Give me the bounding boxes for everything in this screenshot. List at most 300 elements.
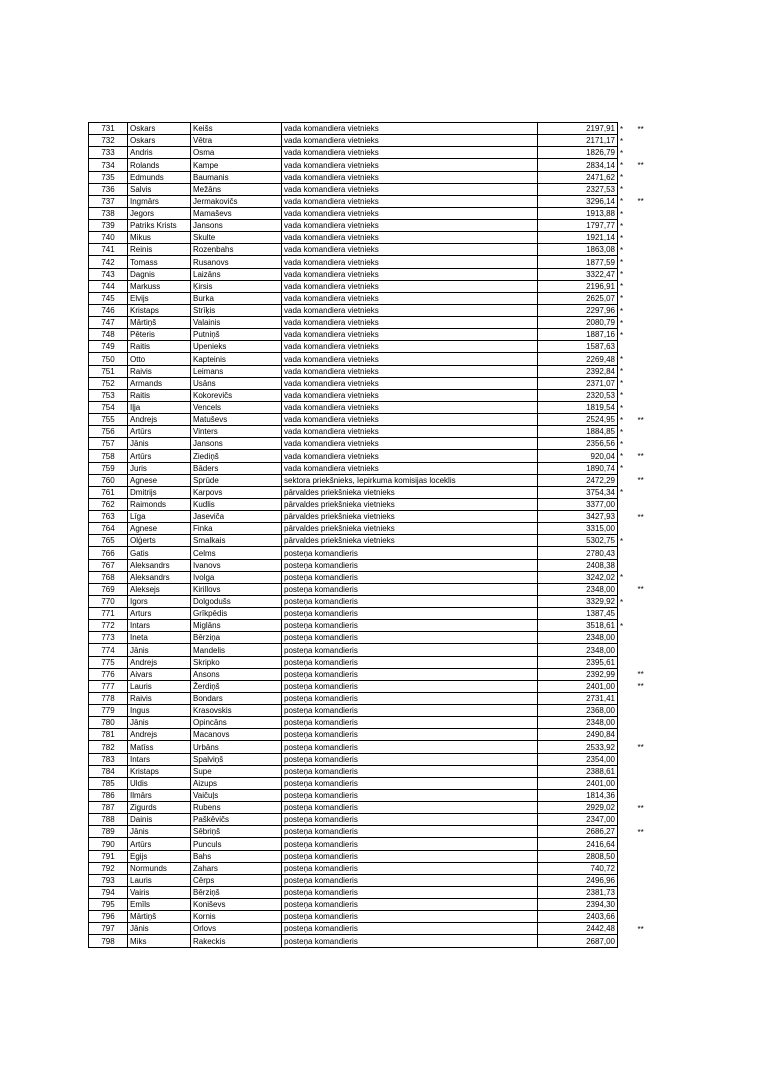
table-row [89, 280, 658, 292]
first-name-cell: Igors [128, 595, 191, 607]
amount-cell: 2354,00 [538, 753, 618, 765]
row-number-cell: 764 [89, 523, 128, 535]
double-marker-cell [636, 838, 658, 850]
first-name-cell: Andris [128, 147, 191, 159]
single-marker-cell: * [620, 161, 624, 170]
row-number-cell: 738 [89, 207, 128, 219]
last-name-cell: Žerdiņš [191, 680, 282, 692]
last-name-cell: Zahars [191, 862, 282, 874]
last-name-cell: Finka [191, 523, 282, 535]
table-row [89, 377, 658, 389]
double-marker-cell: ** [637, 827, 644, 837]
last-name-cell: Mamaševs [191, 207, 282, 219]
single-marker-cell [618, 729, 636, 741]
single-marker-cell: * [620, 148, 624, 158]
first-name-cell: Intars [128, 753, 191, 765]
position-cell: posteņa komandieris [282, 862, 538, 874]
position-cell: vada komandiera vietnieks [282, 244, 538, 256]
first-name-cell: Arturs [128, 608, 191, 620]
amount-cell: 2929,02 [538, 802, 618, 814]
position-cell: posteņa komandieris [282, 583, 538, 595]
first-name-cell: Andrejs [128, 729, 191, 741]
last-name-cell: Grīkpēdis [191, 608, 282, 620]
double-marker-cell [636, 644, 658, 656]
single-marker-cell: * [620, 536, 624, 546]
amount-cell: 3754,34 [538, 486, 618, 498]
double-marker-cell [636, 377, 658, 389]
row-number-cell: 797 [89, 923, 128, 935]
amount-cell: 1826,79 [538, 147, 618, 159]
row-number-cell: 772 [89, 620, 128, 632]
amount-cell: 2392,84 [538, 365, 618, 377]
table-row [89, 620, 658, 632]
row-number-cell: 795 [89, 899, 128, 911]
table-row [89, 911, 658, 923]
row-number-cell: 752 [89, 377, 128, 389]
table-row [89, 426, 658, 438]
double-marker-cell: ** [637, 682, 644, 692]
table-row [89, 438, 658, 450]
table-row [89, 899, 658, 911]
last-name-cell: Bāders [191, 462, 282, 474]
amount-cell: 2327,53 [538, 183, 618, 195]
table-row [89, 571, 658, 583]
double-marker-cell [636, 365, 658, 377]
last-name-cell: Mežāns [191, 183, 282, 195]
position-cell: vada komandiera vietnieks [282, 450, 538, 462]
last-name-cell: Bahs [191, 850, 282, 862]
single-marker-cell: * [620, 439, 624, 449]
last-name-cell: Baumanis [191, 171, 282, 183]
first-name-cell: Lauris [128, 680, 191, 692]
row-number-cell: 782 [89, 741, 128, 753]
single-marker-cell: * [620, 415, 624, 425]
single-marker-cell [618, 802, 636, 814]
first-name-cell: Mārtiņš [128, 911, 191, 923]
double-marker-cell [636, 777, 658, 789]
single-marker-cell: * [620, 403, 624, 413]
last-name-cell: Upenieks [191, 341, 282, 353]
first-name-cell: Patriks Krists [128, 220, 191, 232]
row-number-cell: 740 [89, 232, 128, 244]
table-row [89, 450, 658, 462]
amount-cell: 2524,95 [538, 414, 618, 426]
last-name-cell: Kudlis [191, 498, 282, 510]
amount-cell: 2356,56 [538, 438, 618, 450]
amount-cell: 2408,38 [538, 559, 618, 571]
table-row [89, 862, 658, 874]
first-name-cell: Pēteris [128, 329, 191, 341]
amount-cell: 2368,00 [538, 705, 618, 717]
double-marker-cell [636, 280, 658, 292]
last-name-cell: Sprūde [191, 474, 282, 486]
single-marker-cell [618, 523, 636, 535]
single-marker-cell: * [620, 136, 624, 146]
single-marker-cell [618, 474, 636, 486]
first-name-cell: Normunds [128, 862, 191, 874]
table-row [89, 389, 658, 401]
double-marker-cell [636, 438, 658, 450]
amount-cell: 1890,74 [538, 462, 618, 474]
single-marker-cell [618, 874, 636, 886]
position-cell: posteņa komandieris [282, 547, 538, 559]
last-name-cell: Keišs [191, 123, 282, 135]
table-row [89, 147, 658, 159]
last-name-cell: Jansons [191, 220, 282, 232]
amount-cell: 2834,14 [538, 159, 618, 171]
double-marker-cell [636, 401, 658, 413]
first-name-cell: Matīss [128, 741, 191, 753]
table-row [89, 256, 658, 268]
double-marker-cell [636, 874, 658, 886]
position-cell: posteņa komandieris [282, 656, 538, 668]
row-number-cell: 784 [89, 765, 128, 777]
position-cell: vada komandiera vietnieks [282, 123, 538, 135]
first-name-cell: Jānis [128, 644, 191, 656]
table-row [89, 329, 658, 341]
last-name-cell: Karpovs [191, 486, 282, 498]
double-marker-cell [636, 935, 658, 947]
double-marker-cell [636, 268, 658, 280]
table-row [89, 838, 658, 850]
single-marker-cell [618, 741, 636, 753]
first-name-cell: Emīls [128, 899, 191, 911]
double-marker-cell [636, 814, 658, 826]
single-marker-cell: * [620, 221, 624, 231]
double-marker-cell [636, 135, 658, 147]
first-name-cell: Artūrs [128, 426, 191, 438]
single-marker-cell: * [620, 124, 624, 134]
amount-cell: 2533,92 [538, 741, 618, 753]
single-marker-cell [618, 717, 636, 729]
table-row [89, 692, 658, 704]
double-marker-cell: ** [637, 197, 644, 207]
last-name-cell: Smalkais [191, 535, 282, 547]
position-cell: posteņa komandieris [282, 899, 538, 911]
single-marker-cell: * [620, 185, 624, 195]
row-number-cell: 778 [89, 692, 128, 704]
double-marker-cell [636, 498, 658, 510]
amount-cell: 1863,08 [538, 244, 618, 256]
first-name-cell: Vairis [128, 886, 191, 898]
double-marker-cell [636, 886, 658, 898]
position-cell: posteņa komandieris [282, 644, 538, 656]
position-cell: pārvaldes priekšnieka vietnieks [282, 535, 538, 547]
amount-cell: 740,72 [538, 862, 618, 874]
position-cell: vada komandiera vietnieks [282, 207, 538, 219]
position-cell: vada komandiera vietnieks [282, 195, 538, 207]
row-number-cell: 761 [89, 486, 128, 498]
first-name-cell: Raimonds [128, 498, 191, 510]
double-marker-cell [636, 535, 658, 547]
position-cell: vada komandiera vietnieks [282, 220, 538, 232]
first-name-cell: Reinis [128, 244, 191, 256]
last-name-cell: Urbāns [191, 741, 282, 753]
last-name-cell: Usāns [191, 377, 282, 389]
double-marker-cell: ** [637, 743, 644, 752]
double-marker-cell: ** [637, 452, 644, 461]
single-marker-cell: * [620, 330, 624, 340]
last-name-cell: Strīķis [191, 304, 282, 316]
single-marker-cell: * [620, 621, 624, 631]
first-name-cell: Edmunds [128, 171, 191, 183]
row-number-cell: 737 [89, 195, 128, 207]
table-row [89, 559, 658, 571]
position-cell: posteņa komandieris [282, 850, 538, 862]
position-cell: posteņa komandieris [282, 923, 538, 935]
single-marker-cell [618, 899, 636, 911]
row-number-cell: 762 [89, 498, 128, 510]
amount-cell: 1814,36 [538, 789, 618, 801]
table-row [89, 207, 658, 219]
table-row [89, 535, 658, 547]
single-marker-cell [618, 753, 636, 765]
row-number-cell: 779 [89, 705, 128, 717]
table-row [89, 244, 658, 256]
single-marker-cell: * [620, 379, 624, 389]
double-marker-cell [636, 571, 658, 583]
double-marker-cell [636, 692, 658, 704]
last-name-cell: Aizups [191, 777, 282, 789]
position-cell: pārvaldes priekšnieka vietnieks [282, 498, 538, 510]
single-marker-cell: * [620, 391, 624, 401]
position-cell: posteņa komandieris [282, 729, 538, 741]
double-marker-cell [636, 899, 658, 911]
row-number-cell: 743 [89, 268, 128, 280]
table-row [89, 680, 658, 692]
double-marker-cell: ** [637, 476, 644, 486]
last-name-cell: Rozenbahs [191, 244, 282, 256]
table-row [89, 765, 658, 777]
row-number-cell: 790 [89, 838, 128, 850]
amount-cell: 920,04 [538, 450, 618, 462]
table-row [89, 886, 658, 898]
position-cell: vada komandiera vietnieks [282, 426, 538, 438]
last-name-cell: Jaseviča [191, 511, 282, 523]
amount-cell: 2171,17 [538, 135, 618, 147]
first-name-cell: Zigurds [128, 802, 191, 814]
amount-cell: 3242,02 [538, 571, 618, 583]
row-number-cell: 745 [89, 292, 128, 304]
double-marker-cell [636, 608, 658, 620]
last-name-cell: Orlovs [191, 923, 282, 935]
position-cell: posteņa komandieris [282, 595, 538, 607]
first-name-cell: Kristaps [128, 304, 191, 316]
first-name-cell: Oskars [128, 123, 191, 135]
first-name-cell: Kristaps [128, 765, 191, 777]
single-marker-cell [618, 668, 636, 680]
row-number-cell: 767 [89, 559, 128, 571]
first-name-cell: Dainis [128, 814, 191, 826]
position-cell: posteņa komandieris [282, 692, 538, 704]
position-cell: posteņa komandieris [282, 632, 538, 644]
double-marker-cell [636, 244, 658, 256]
single-marker-cell [618, 583, 636, 595]
row-number-cell: 775 [89, 656, 128, 668]
table-row [89, 511, 658, 523]
salary-table-body [89, 123, 658, 948]
first-name-cell: Artūrs [128, 450, 191, 462]
position-cell: vada komandiera vietnieks [282, 353, 538, 365]
amount-cell: 3329,92 [538, 595, 618, 607]
single-marker-cell [618, 498, 636, 510]
single-marker-cell [618, 632, 636, 644]
table-row [89, 292, 658, 304]
row-number-cell: 759 [89, 462, 128, 474]
row-number-cell: 787 [89, 802, 128, 814]
row-number-cell: 754 [89, 401, 128, 413]
last-name-cell: Rubens [191, 802, 282, 814]
amount-cell: 3427,93 [538, 511, 618, 523]
single-marker-cell: * [620, 355, 624, 364]
amount-cell: 2780,43 [538, 547, 618, 559]
row-number-cell: 766 [89, 547, 128, 559]
row-number-cell: 763 [89, 511, 128, 523]
double-marker-cell [636, 171, 658, 183]
position-cell: posteņa komandieris [282, 826, 538, 838]
first-name-cell: Raivis [128, 692, 191, 704]
position-cell: vada komandiera vietnieks [282, 256, 538, 268]
first-name-cell: Iļja [128, 401, 191, 413]
position-cell: vada komandiera vietnieks [282, 341, 538, 353]
position-cell: vada komandiera vietnieks [282, 401, 538, 413]
row-number-cell: 756 [89, 426, 128, 438]
single-marker-cell: * [620, 597, 624, 607]
amount-cell: 2269,48 [538, 353, 618, 365]
amount-cell: 2416,64 [538, 838, 618, 850]
single-marker-cell [618, 765, 636, 777]
table-row [89, 595, 658, 607]
first-name-cell: Lauris [128, 874, 191, 886]
table-row [89, 462, 658, 474]
double-marker-cell [636, 862, 658, 874]
amount-cell: 2388,61 [538, 765, 618, 777]
double-marker-cell [636, 220, 658, 232]
last-name-cell: Burka [191, 292, 282, 304]
double-marker-cell [636, 523, 658, 535]
table-row [89, 486, 658, 498]
position-cell: pārvaldes priekšnieka vietnieks [282, 523, 538, 535]
amount-cell: 1921,14 [538, 232, 618, 244]
first-name-cell: Tomass [128, 256, 191, 268]
table-row [89, 523, 658, 535]
first-name-cell: Gatis [128, 547, 191, 559]
amount-cell: 1887,16 [538, 329, 618, 341]
position-cell: posteņa komandieris [282, 741, 538, 753]
position-cell: vada komandiera vietnieks [282, 171, 538, 183]
first-name-cell: Egijs [128, 850, 191, 862]
double-marker-cell [636, 486, 658, 498]
amount-cell: 2196,91 [538, 280, 618, 292]
single-marker-cell [618, 886, 636, 898]
position-cell: posteņa komandieris [282, 668, 538, 680]
last-name-cell: Supe [191, 765, 282, 777]
row-number-cell: 731 [89, 123, 128, 135]
row-number-cell: 769 [89, 583, 128, 595]
amount-cell: 2320,53 [538, 389, 618, 401]
first-name-cell: Aleksandrs [128, 559, 191, 571]
table-row [89, 268, 658, 280]
row-number-cell: 739 [89, 220, 128, 232]
last-name-cell: Miglāns [191, 620, 282, 632]
last-name-cell: Ansons [191, 668, 282, 680]
last-name-cell: Jermakovičs [191, 195, 282, 207]
row-number-cell: 733 [89, 147, 128, 159]
table-row [89, 741, 658, 753]
double-marker-cell [636, 789, 658, 801]
table-row [89, 608, 658, 620]
amount-cell: 2348,00 [538, 644, 618, 656]
first-name-cell: Intars [128, 620, 191, 632]
last-name-cell: Kornis [191, 911, 282, 923]
last-name-cell: Spalviņš [191, 753, 282, 765]
amount-cell: 3296,14 [538, 195, 618, 207]
salary-table [88, 122, 658, 948]
position-cell: posteņa komandieris [282, 717, 538, 729]
double-marker-cell: ** [637, 924, 644, 934]
table-row [89, 123, 658, 135]
last-name-cell: Paškēvičs [191, 814, 282, 826]
last-name-cell: Rusanovs [191, 256, 282, 268]
row-number-cell: 768 [89, 571, 128, 583]
row-number-cell: 741 [89, 244, 128, 256]
first-name-cell: Agnese [128, 523, 191, 535]
last-name-cell: Macanovs [191, 729, 282, 741]
row-number-cell: 783 [89, 753, 128, 765]
position-cell: posteņa komandieris [282, 777, 538, 789]
first-name-cell: Aleksejs [128, 583, 191, 595]
row-number-cell: 789 [89, 826, 128, 838]
position-cell: posteņa komandieris [282, 571, 538, 583]
amount-cell: 3518,61 [538, 620, 618, 632]
row-number-cell: 758 [89, 450, 128, 462]
double-marker-cell: ** [637, 415, 644, 425]
last-name-cell: Skulte [191, 232, 282, 244]
single-marker-cell: * [620, 367, 624, 377]
single-marker-cell [618, 789, 636, 801]
position-cell: vada komandiera vietnieks [282, 183, 538, 195]
first-name-cell: Raivis [128, 365, 191, 377]
first-name-cell: Raitis [128, 341, 191, 353]
double-marker-cell [636, 632, 658, 644]
row-number-cell: 757 [89, 438, 128, 450]
last-name-cell: Kokorevičs [191, 389, 282, 401]
last-name-cell: Leimans [191, 365, 282, 377]
table-row [89, 401, 658, 413]
single-marker-cell: * [620, 270, 624, 280]
amount-cell: 2496,96 [538, 874, 618, 886]
double-marker-cell [636, 207, 658, 219]
double-marker-cell [636, 850, 658, 862]
table-row [89, 814, 658, 826]
row-number-cell: 776 [89, 668, 128, 680]
single-marker-cell [618, 826, 636, 838]
first-name-cell: Dmitrijs [128, 486, 191, 498]
amount-cell: 2625,07 [538, 292, 618, 304]
table-row [89, 705, 658, 717]
amount-cell: 3377,00 [538, 498, 618, 510]
position-cell: vada komandiera vietnieks [282, 232, 538, 244]
single-marker-cell: * [620, 306, 624, 316]
single-marker-cell [618, 838, 636, 850]
table-row [89, 632, 658, 644]
single-marker-cell: * [620, 452, 624, 461]
last-name-cell: Krasovskis [191, 705, 282, 717]
double-marker-cell [636, 256, 658, 268]
single-marker-cell [618, 692, 636, 704]
table-row [89, 159, 658, 171]
position-cell: vada komandiera vietnieks [282, 268, 538, 280]
